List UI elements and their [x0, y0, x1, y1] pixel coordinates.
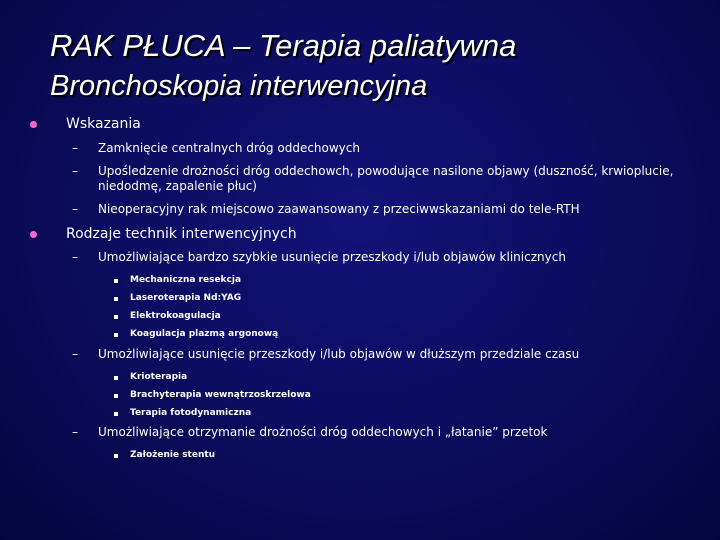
- list-item: Upośledzenie drożności dróg oddechowch, powodujące nasilone objawy (duszność, krwioplucie, niedodmę, zapalenie płuc): [98, 164, 674, 193]
- bullet-dot-icon: [30, 121, 37, 128]
- sub-list-item: Brachyterapia wewnątrzoskrzelowa: [130, 390, 311, 400]
- list-item: Nieoperacyjny rak miejscowo zaawansowany z przeciwwskazaniami do tele-RTH: [98, 202, 580, 216]
- section-heading-indications: Wskazania: [66, 116, 141, 132]
- list-item: Umożliwiające otrzymanie drożności dróg oddechowych i „łatanie” przetok: [98, 425, 548, 439]
- list-item: Zamknięcie centralnych dróg oddechowych: [98, 141, 360, 155]
- sub-list-item: Terapia fotodynamiczna: [130, 408, 252, 418]
- dash-icon: –: [72, 250, 78, 264]
- dash-icon: –: [72, 425, 78, 439]
- square-bullet-icon: [114, 279, 118, 283]
- square-bullet-icon: [114, 333, 118, 337]
- dash-icon: –: [72, 164, 78, 178]
- bullet-dot-icon: [30, 231, 37, 238]
- dash-icon: –: [72, 202, 78, 216]
- square-bullet-icon: [114, 315, 118, 319]
- section-heading-techniques: Rodzaje technik interwencyjnych: [66, 226, 297, 242]
- square-bullet-icon: [114, 394, 118, 398]
- sub-list-item: Koagulacja plazmą argonową: [130, 329, 279, 339]
- square-bullet-icon: [114, 454, 118, 458]
- list-item: Umożliwiające usunięcie przeszkody i/lub objawów w dłuższym przedziale czasu: [98, 347, 580, 361]
- sub-list-item: Krioterapia: [130, 372, 188, 382]
- square-bullet-icon: [114, 412, 118, 416]
- slide-title: RAK PŁUCA – Terapia paliatywna: [50, 28, 517, 63]
- square-bullet-icon: [114, 297, 118, 301]
- sub-list-item: Założenie stentu: [130, 450, 216, 460]
- list-item: Umożliwiające bardzo szybkie usunięcie przeszkody i/lub objawów klinicznych: [98, 250, 566, 264]
- sub-list-item: Mechaniczna resekcja: [130, 275, 242, 285]
- dash-icon: –: [72, 141, 78, 155]
- slide-subtitle: Bronchoskopia interwencyjna: [50, 70, 428, 102]
- sub-list-item: Elektrokoagulacja: [130, 311, 221, 321]
- dash-icon: –: [72, 347, 78, 361]
- sub-list-item: Laseroterapia Nd:YAG: [130, 293, 242, 303]
- square-bullet-icon: [114, 376, 118, 380]
